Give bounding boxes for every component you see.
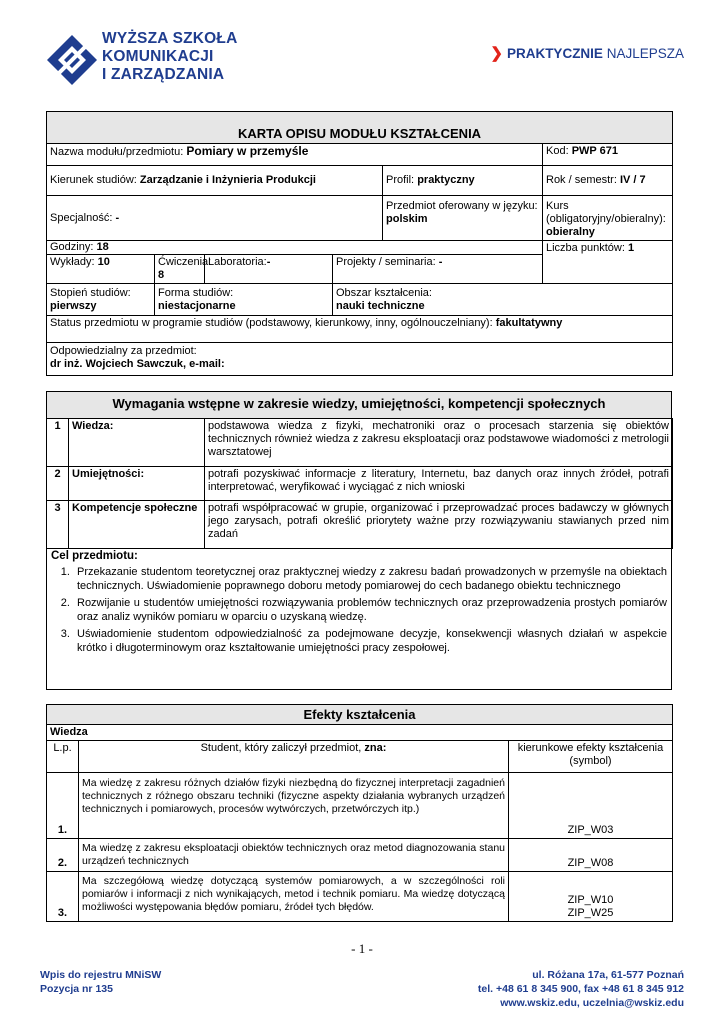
- req-row-2-label: Umiejętności:: [69, 467, 205, 501]
- exercises-label: Ćwiczenia:: [158, 256, 212, 268]
- effect-row-3-num: 3.: [47, 872, 79, 922]
- field-value: Zarządzanie i Inżynieria Produkcji: [139, 174, 316, 186]
- spec-label: Specjalność:: [50, 211, 113, 224]
- responsible-value: dr inż. Wojciech Sawczuk, e-mail:: [50, 358, 225, 370]
- footer-address: ul. Różana 17a, 61-577 Poznań: [532, 969, 684, 981]
- goal-item: 1. Przekazanie studentom teoretycznej oraz praktycznej wiedzy z zakresu badań prowadzonych w przemyśle na obiektach technicznych. Uświadomienie poprawnego doboru metody pomiarowej do cech badanego obiektu technicznego: [73, 565, 671, 593]
- effect-row-3-text: Ma szczegółową wiedzę dotyczącą systemów pomiarowych, a w szczególności roli pomiarów i informacji z nich wynikających, metod i technik pomiaru. Ma wiedzę dotyczącą możliwości występowania błędów pomiaru, źródeł tych błędów.: [79, 872, 509, 922]
- requirements-section: [46, 391, 672, 690]
- area-cell: [333, 284, 673, 316]
- course-cell: [543, 196, 673, 241]
- school-name-line-1: WYŻSZA SZKOŁA: [102, 30, 238, 47]
- code-value: PWP 671: [571, 145, 618, 157]
- goal-title: Cel przedmiotu:: [51, 550, 138, 562]
- req-row-2-num: 2: [47, 467, 69, 501]
- status-value: fakultatywny: [495, 317, 563, 329]
- footer-phone: tel. +48 61 8 345 900, fax +48 61 8 345 912: [477, 983, 684, 995]
- degree-cell: [47, 284, 155, 316]
- lang-cell: [383, 196, 543, 241]
- lectures-label: Wykłady:: [50, 256, 95, 268]
- lab-label: Laboratoria:: [208, 256, 267, 268]
- req-row-1-num: 1: [47, 419, 69, 467]
- effect-row-2-text: Ma wiedzę z zakresu eksploatacji obiektów technicznych oraz metod diagnozowania stanu urządzeń technicznych: [79, 839, 509, 872]
- school-name-line-3: I ZARZĄDZANIA: [102, 66, 225, 83]
- form-value: niestacjonarne: [158, 300, 236, 312]
- footer-right: [478, 968, 684, 1010]
- responsible-label: Odpowiedzialny za przedmiot:: [50, 345, 197, 357]
- code-cell: [543, 144, 673, 166]
- projects-value: -: [438, 256, 443, 268]
- form-label: Forma studiów:: [158, 287, 234, 299]
- school-name-line-2: KOMUNIKACJI: [102, 48, 214, 65]
- req-row-2-text: potrafi pozyskiwać informacje z literatury, Internetu, baz danych oraz innych źródeł, potrafi interpretować, weryfikować i wyciągać z nich wnioski: [205, 467, 673, 501]
- status-label: Status przedmiotu w programie studiów (podstawowy, kierunkowy, inny, ogólnouczelniany):: [50, 317, 493, 329]
- effects-section: [46, 704, 672, 922]
- form-cell: [155, 284, 333, 316]
- col-student-bold: zna:: [364, 742, 387, 754]
- req-row-1-text: podstawowa wiedza z fizyki, mechatroniki oraz o procesach starzenia się obiektów technicznych również wiedza z zakresu eksploatacji oraz podstawowe wiadomości z metrologii warsztatowej: [205, 419, 673, 467]
- goal-item: 3. Uświadomienie studentom odpowiedzialność za podejmowane decyzje, konsekwencji własnych działań w aspekcie krótko i długoterminowym oraz kształtowanie umiejętności pracy zespołowej.: [73, 627, 671, 655]
- tagline-bold: PRAKTYCZNIE: [506, 46, 603, 61]
- chevron-right-icon: ❯: [490, 45, 503, 62]
- lectures-cell: [47, 255, 155, 284]
- effect-row-2-num: 2.: [47, 839, 79, 872]
- school-name: [102, 30, 238, 84]
- points-value: 1: [627, 242, 635, 254]
- hours-cell: [47, 241, 543, 255]
- field-cell: [47, 166, 383, 196]
- lectures-value: 10: [97, 256, 110, 268]
- exercises-cell: [155, 255, 212, 284]
- course-label: Kurs (obligatoryjny/obieralny):: [546, 200, 666, 225]
- hours-label: Godziny:: [50, 241, 94, 253]
- footer-registry: Wpis do rejestru MNiSW: [40, 969, 162, 981]
- field-label: Kierunek studiów:: [50, 174, 137, 186]
- module-card: [46, 111, 672, 376]
- spec-cell: [47, 196, 383, 241]
- goal-list: [47, 565, 671, 655]
- profile-value: praktyczny: [417, 174, 475, 186]
- effect-row-2-symbol: ZIP_W08: [509, 839, 673, 872]
- footer-position: Pozycja nr 135: [40, 983, 113, 995]
- projects-label: Projekty / seminaria:: [336, 256, 436, 268]
- footer-left: [40, 968, 161, 996]
- spec-value: -: [115, 211, 120, 224]
- points-label: Liczba punktów:: [546, 242, 625, 254]
- req-row-1-label: Wiedza:: [69, 419, 205, 467]
- module-name-value: Pomiary w przemyśle: [186, 144, 309, 158]
- degree-label: Stopień studiów:: [50, 287, 131, 299]
- col-symbol-header: kierunkowe efekty kształcenia (symbol): [509, 741, 673, 773]
- effect-row-1-text: Ma wiedzę z zakresu różnych działów fizyki niezbędną do fizycznej interpretacji zagadnień technicznych z różnego obszaru techniki (fizyczne aspekty działania wybranych urządzeń technicznych i pomiarowych, procesów wytwórczych, przetwórczych itp.): [79, 773, 509, 839]
- page-number: - 1 -: [351, 941, 373, 956]
- effect-row-1-num: 1.: [47, 773, 79, 839]
- tagline: [490, 44, 684, 62]
- card-title: KARTA OPISU MODUŁU KSZTAŁCENIA: [47, 112, 673, 144]
- effects-section-label: Wiedza: [47, 725, 673, 741]
- lang-value: polskim: [386, 213, 428, 225]
- module-name-label: Nazwa modułu/przedmiotu:: [50, 146, 184, 158]
- col-student-header: [79, 741, 509, 773]
- points-cell: [543, 241, 673, 284]
- lang-label: Przedmiot oferowany w języku:: [386, 200, 538, 212]
- area-value: nauki techniczne: [336, 300, 425, 312]
- year-cell: [543, 166, 673, 196]
- effect-row-1-symbol: ZIP_W03: [509, 773, 673, 839]
- status-cell: [47, 316, 673, 343]
- hours-value: 18: [96, 241, 109, 253]
- school-logo-icon: [46, 34, 98, 86]
- profile-label: Profil:: [386, 174, 415, 186]
- col-student-prefix: Student, który zaliczył przedmiot,: [200, 742, 362, 754]
- projects-cell: [333, 255, 543, 284]
- area-label: Obszar kształcenia:: [336, 287, 432, 299]
- year-label: Rok / semestr:: [546, 174, 617, 186]
- req-row-3-text: potrafi współpracować w grupie, organizować i przeprowadzać proces badawczy w głównych jego zarysach, potrafi określić priorytety ważne przy rozwiązywaniu stawianych przed nim zadań: [205, 501, 673, 549]
- requirements-table: [46, 418, 673, 549]
- module-card-table: [46, 111, 673, 376]
- exercises-value: 8: [158, 269, 165, 281]
- module-name-cell: [47, 144, 543, 166]
- lab-value: -: [266, 256, 271, 268]
- col-lp-header: L.p.: [47, 741, 79, 773]
- lab-cell: [205, 255, 333, 284]
- effect-row-3-symbol: ZIP_W10 ZIP_W25: [509, 872, 673, 922]
- effects-title: Efekty kształcenia: [47, 705, 673, 725]
- code-label: Kod:: [546, 145, 569, 157]
- effects-table: [46, 704, 673, 922]
- responsible-cell: [47, 343, 673, 376]
- req-row-3-label: Kompetencje społeczne: [69, 501, 205, 549]
- profile-cell: [383, 166, 543, 196]
- footer-web: www.wskiz.edu, uczelnia@wskiz.edu: [500, 997, 684, 1009]
- goal-item: 2. Rozwijanie u studentów umiejętności rozwiązywania problemów technicznych oraz przeprowadzenia prostych pomiarów oraz analiz wyników pomiaru w oparciu o uzyskaną wiedzę.: [73, 596, 671, 624]
- degree-value: pierwszy: [50, 300, 97, 312]
- req-row-3-num: 3: [47, 501, 69, 549]
- tagline-rest: NAJLEPSZA: [606, 46, 684, 61]
- year-value: IV / 7: [619, 174, 646, 186]
- course-value: obieralny: [546, 226, 595, 238]
- requirements-title: Wymagania wstępne w zakresie wiedzy, umiejętności, kompetencji społecznych: [47, 392, 671, 419]
